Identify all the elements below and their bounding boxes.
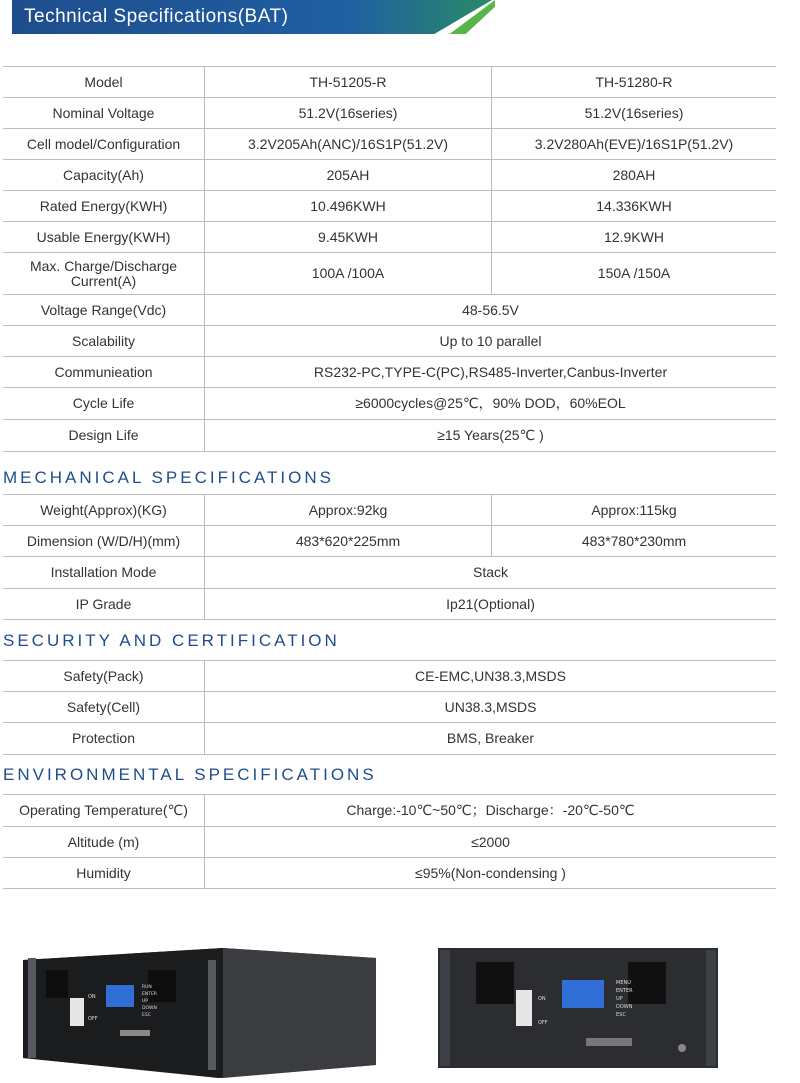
terminal-icon (148, 970, 176, 1002)
table-row (3, 661, 776, 692)
spec-value: 48-56.5V (205, 295, 777, 326)
menu-label: ESC (142, 1013, 151, 1018)
battery-photo-right (438, 948, 720, 1070)
menu-label: DOWN (142, 1006, 157, 1011)
spec-label: Design Life (3, 420, 205, 452)
mechanical-spec-table (3, 494, 776, 620)
spec-value: 51.2V(16series) (492, 98, 777, 129)
spec-value: 100A /100A (205, 253, 492, 295)
terminal-icon (628, 962, 666, 1004)
security-title: SECURITY AND CERTIFICATION (3, 631, 340, 650)
spec-value: TH-51280-R (492, 67, 777, 98)
spec-value: 280AH (492, 160, 777, 191)
spec-value: 9.45KWH (205, 222, 492, 253)
menu-label: DOWN (616, 1004, 633, 1010)
port-row (120, 1030, 150, 1036)
table-row (3, 795, 776, 827)
spec-value: 10.496KWH (205, 191, 492, 222)
spec-value: ≤95%(Non-condensing ) (205, 858, 777, 889)
mechanical-title: MECHANICAL SPECIFICATIONS (3, 468, 334, 487)
spec-value: Stack (205, 557, 777, 589)
spec-label: Protection (3, 723, 205, 755)
switch-off-label: OFF (88, 1016, 98, 1022)
table-row (3, 326, 776, 357)
spec-label: Altitude (m) (3, 827, 205, 858)
spec-value: ≥6000cycles@25℃，90% DOD，60%EOL (205, 388, 777, 420)
spec-label: IP Grade (3, 589, 205, 620)
spec-label: Voltage Range(Vdc) (3, 295, 205, 326)
switch-off-label: OFF (538, 1020, 548, 1026)
table-row (3, 253, 776, 295)
menu-label: ENTER (142, 992, 157, 997)
spec-label: Communieation (3, 357, 205, 388)
menu-label: ESC (616, 1012, 626, 1018)
spec-value: 3.2V205Ah(ANC)/16S1P(51.2V) (205, 129, 492, 160)
lcd-display (562, 980, 604, 1008)
spec-label: Capacity(Ah) (3, 160, 205, 191)
spec-value: Charge:-10℃~50℃；Discharge：-20℃-50℃ (205, 795, 777, 827)
spec-value: CE-EMC,UN38.3,MSDS (205, 661, 777, 692)
spec-label: Nominal Voltage (3, 98, 205, 129)
spec-value: 51.2V(16series) (205, 98, 492, 129)
spec-label: Installation Mode (3, 557, 205, 589)
spec-label: Humidity (3, 858, 205, 889)
switch-on-label: ON (88, 994, 96, 1000)
breaker-switch (516, 990, 532, 1026)
menu-label: MENU (616, 980, 631, 986)
spec-label: Cell model/Configuration (3, 129, 205, 160)
menu-label: ENTER (616, 988, 633, 994)
spec-label: Scalability (3, 326, 205, 357)
table-row (3, 67, 776, 98)
spec-value: 205AH (205, 160, 492, 191)
environmental-spec-table (3, 794, 776, 889)
spec-label: Safety(Pack) (3, 661, 205, 692)
bat-spec-table (3, 66, 776, 452)
table-row (3, 858, 776, 889)
spec-label: Operating Temperature(℃) (3, 795, 205, 827)
table-row (3, 129, 776, 160)
menu-label: RUN (142, 985, 152, 990)
spec-value: 3.2V280Ah(EVE)/16S1P(51.2V) (492, 129, 777, 160)
environmental-title: ENVIRONMENTAL SPECIFICATIONS (3, 765, 377, 784)
table-row (3, 388, 776, 420)
spec-value: Up to 10 parallel (205, 326, 777, 357)
battery-photo-left (8, 940, 378, 1080)
table-row (3, 160, 776, 191)
spec-label: Rated Energy(KWH) (3, 191, 205, 222)
table-row (3, 420, 776, 452)
spec-value: 150A /150A (492, 253, 777, 295)
lcd-display (106, 985, 134, 1007)
table-row (3, 357, 776, 388)
table-row (3, 222, 776, 253)
table-row (3, 723, 776, 755)
spec-value: UN38.3,MSDS (205, 692, 777, 723)
table-row (3, 191, 776, 222)
spec-value: BMS, Breaker (205, 723, 777, 755)
spec-value: 14.336KWH (492, 191, 777, 222)
switch-on-label: ON (538, 996, 546, 1002)
table-row (3, 589, 776, 620)
spec-value: 483*780*230mm (492, 526, 777, 557)
power-button-icon (678, 1044, 686, 1052)
table-row (3, 295, 776, 326)
spec-label: Cycle Life (3, 388, 205, 420)
spec-value: 12.9KWH (492, 222, 777, 253)
table-row (3, 692, 776, 723)
breaker-switch (70, 998, 84, 1026)
menu-label: UP (616, 996, 623, 1002)
spec-label: Safety(Cell) (3, 692, 205, 723)
spec-label: Max. Charge/Discharge Current(A) (3, 253, 205, 295)
spec-label: Dimension (W/D/H)(mm) (3, 526, 205, 557)
spec-label: Usable Energy(KWH) (3, 222, 205, 253)
table-row (3, 495, 776, 526)
page-title: Technical Specifications(BAT) (24, 6, 289, 27)
spec-value: RS232-PC,TYPE-C(PC),RS485-Inverter,Canbus-Inverter (205, 357, 777, 388)
spec-value: Approx:92kg (205, 495, 492, 526)
spec-value: TH-51205-R (205, 67, 492, 98)
terminal-icon (46, 970, 68, 998)
spec-value: Approx:115kg (492, 495, 777, 526)
table-row (3, 557, 776, 589)
table-row (3, 827, 776, 858)
port-row (586, 1038, 632, 1046)
table-row (3, 526, 776, 557)
spec-value: Ip21(Optional) (205, 589, 777, 620)
menu-label: UP (142, 999, 149, 1004)
terminal-icon (476, 962, 514, 1004)
spec-value: ≤2000 (205, 827, 777, 858)
security-spec-table (3, 660, 776, 755)
table-row (3, 98, 776, 129)
spec-label: Model (3, 67, 205, 98)
spec-value: ≥15 Years(25℃ ) (205, 420, 777, 452)
spec-value: 483*620*225mm (205, 526, 492, 557)
spec-label: Weight(Approx)(KG) (3, 495, 205, 526)
